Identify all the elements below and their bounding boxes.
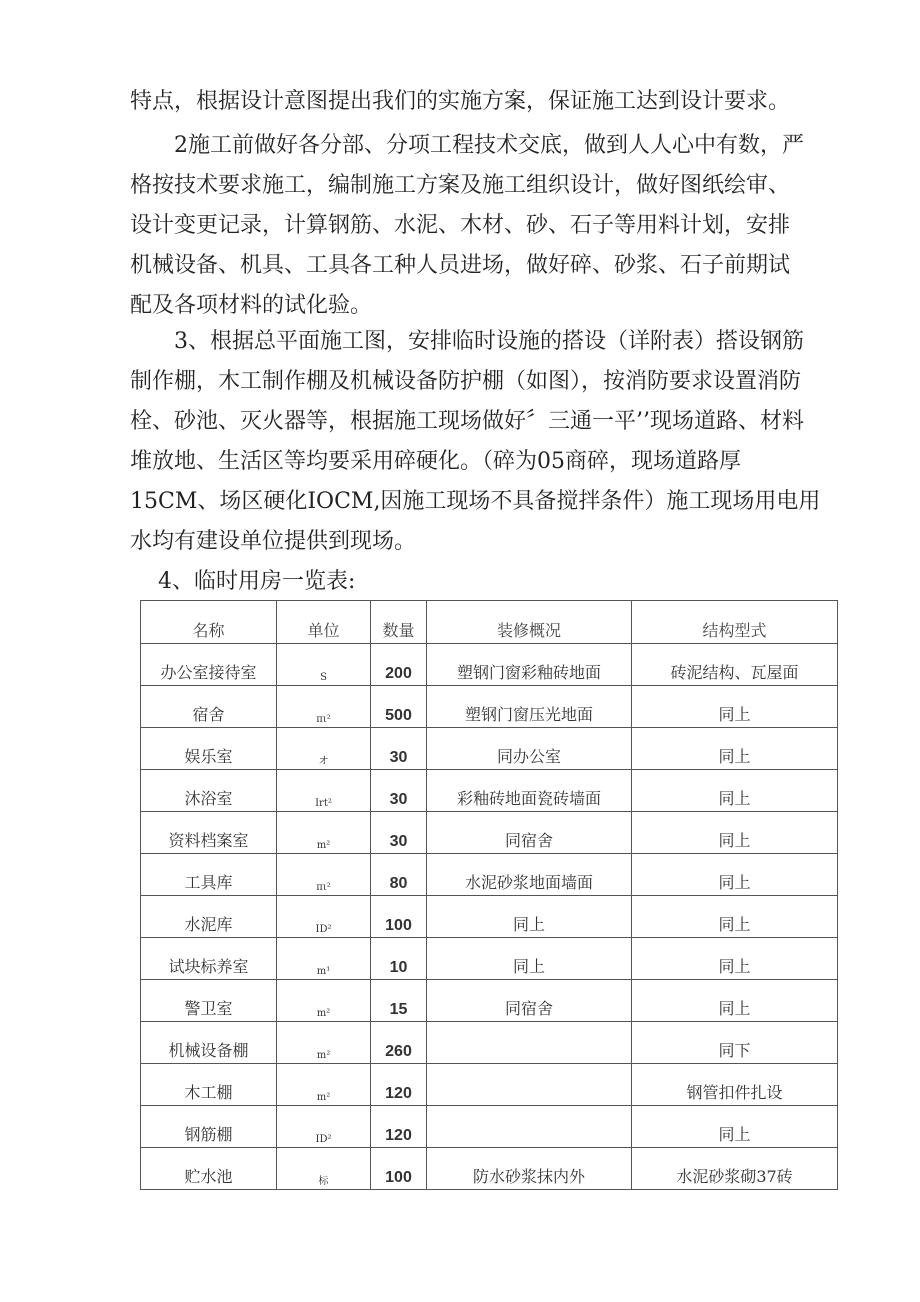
paragraph-line: 2施工前做好各分部、分项工程技术交底，做到人人心中有数，严 [174, 133, 804, 158]
cell-decoration: 塑钢门窗彩釉砖地面 [427, 644, 632, 686]
cell-structure: 砖泥结构、瓦屋面 [632, 644, 838, 686]
cell-decoration: 同上 [427, 938, 632, 980]
cell-unit: 标 [277, 1148, 371, 1190]
header-name: 名称 [141, 601, 277, 644]
cell-unit: m² [277, 1064, 371, 1106]
cell-structure: 同上 [632, 896, 838, 938]
table-row [141, 896, 838, 938]
cell-name: 办公室接待室 [141, 644, 277, 686]
cell-structure: 水泥砂浆砌37砖 [632, 1148, 838, 1190]
cell-decoration: 同办公室 [427, 728, 632, 770]
table-row [141, 1064, 838, 1106]
cell-unit: m² [277, 980, 371, 1022]
cell-unit: オ [277, 728, 371, 770]
table-row [141, 644, 838, 686]
paragraph-line: 15CM、场区硬化IOCM,因施工现场不具备搅拌条件）施工现场用电用 [130, 489, 821, 514]
cell-decoration: 同宿舍 [427, 812, 632, 854]
cell-unit: m² [277, 812, 371, 854]
cell-name: 宿舍 [141, 686, 277, 728]
cell-name: 钢筋棚 [141, 1106, 277, 1148]
cell-structure: 同上 [632, 770, 838, 812]
cell-quantity: 120 [371, 1064, 427, 1106]
cell-unit: m¹ [277, 938, 371, 980]
cell-structure: 钢管扣件扎设 [632, 1064, 838, 1106]
cell-name: 资料档案室 [141, 812, 277, 854]
cell-decoration: 水泥砂浆地面墙面 [427, 854, 632, 896]
paragraph-line: 配及各项材料的试化验。 [130, 293, 373, 318]
table-row [141, 728, 838, 770]
cell-quantity: 260 [371, 1022, 427, 1064]
table-row [141, 686, 838, 728]
cell-name: 贮水池 [141, 1148, 277, 1190]
cell-decoration: 彩釉砖地面瓷砖墙面 [427, 770, 632, 812]
header-decoration: 装修概况 [427, 601, 632, 644]
table-row [141, 770, 838, 812]
cell-decoration [427, 1064, 632, 1106]
cell-name: 工具库 [141, 854, 277, 896]
cell-structure: 同上 [632, 938, 838, 980]
cell-unit: ID² [277, 1106, 371, 1148]
cell-name: 娱乐室 [141, 728, 277, 770]
paragraph-line: 机械设备、机具、工具各工种人员进场，做好碎、砂浆、石子前期试 [130, 253, 791, 278]
cell-quantity: 200 [371, 644, 427, 686]
table-row [141, 854, 838, 896]
cell-structure: 同上 [632, 1106, 838, 1148]
cell-quantity: 10 [371, 938, 427, 980]
paragraph-line: 设计变更记录，计算钢筋、水泥、木材、砂、石子等用料计划，安排 [130, 213, 791, 238]
paragraph-line: 堆放地、生活区等均要采用碎硬化。（碎为05商碎，现场道路厚 [130, 449, 741, 474]
paragraph-line: 格按技术要求施工，编制施工方案及施工组织设计，做好图纸绘审、 [130, 173, 791, 198]
table-row [141, 812, 838, 854]
cell-unit: πι² [277, 686, 371, 728]
cell-unit: Irt² [277, 770, 371, 812]
table-header-row [141, 601, 838, 644]
header-unit: 单位 [277, 601, 371, 644]
table-row [141, 1106, 838, 1148]
cell-name: 机械设备棚 [141, 1022, 277, 1064]
cell-unit: m² [277, 1022, 371, 1064]
cell-name: 水泥库 [141, 896, 277, 938]
cell-structure: 同上 [632, 728, 838, 770]
cell-name: 警卫室 [141, 980, 277, 1022]
paragraph-line: 特点，根据设计意图提出我们的实施方案，保证施工达到设计要求。 [130, 89, 791, 114]
cell-structure: 同上 [632, 686, 838, 728]
cell-decoration: 同上 [427, 896, 632, 938]
table-row [141, 980, 838, 1022]
cell-structure: 同上 [632, 980, 838, 1022]
cell-quantity: 500 [371, 686, 427, 728]
cell-decoration [427, 1022, 632, 1064]
table-caption: 4、临时用房一览表: [158, 569, 356, 594]
cell-unit: ID² [277, 896, 371, 938]
cell-structure: 同下 [632, 1022, 838, 1064]
cell-structure: 同上 [632, 854, 838, 896]
cell-structure: 同上 [632, 812, 838, 854]
cell-unit: πι² [277, 854, 371, 896]
paragraph-line: 3、根据总平面施工图，安排临时设施的搭设（详附表）搭设钢筋 [174, 329, 804, 354]
cell-decoration: 同宿舍 [427, 980, 632, 1022]
table-row [141, 1022, 838, 1064]
cell-quantity: 30 [371, 812, 427, 854]
cell-unit: S [277, 644, 371, 686]
cell-quantity: 100 [371, 1148, 427, 1190]
temporary-housing-table [140, 600, 838, 1190]
cell-decoration [427, 1106, 632, 1148]
paragraph-1 [130, 82, 842, 122]
cell-decoration: 防水砂浆抹内外 [427, 1148, 632, 1190]
cell-name: 试块标养室 [141, 938, 277, 980]
cell-quantity: 15 [371, 980, 427, 1022]
paragraph-line: 制作棚，木工制作棚及机械设备防护棚（如图），按消防要求设置消防 [130, 369, 802, 394]
table-row [141, 938, 838, 980]
cell-quantity: 80 [371, 854, 427, 896]
paragraph-3 [130, 322, 842, 562]
paragraph-line: 水均有建设单位提供到现场。 [130, 529, 417, 554]
table-row [141, 1148, 838, 1190]
paragraph-2 [130, 126, 842, 326]
cell-name: 木工棚 [141, 1064, 277, 1106]
cell-quantity: 30 [371, 770, 427, 812]
cell-quantity: 30 [371, 728, 427, 770]
cell-quantity: 120 [371, 1106, 427, 1148]
cell-name: 沐浴室 [141, 770, 277, 812]
cell-quantity: 100 [371, 896, 427, 938]
header-structure: 结构型式 [632, 601, 838, 644]
paragraph-line: 栓、砂池、灭火器等，根据施工现场做好〞三通一平’’现场道路、材料 [130, 409, 804, 434]
cell-decoration: 塑钢门窗压光地面 [427, 686, 632, 728]
header-quantity: 数量 [371, 601, 427, 644]
